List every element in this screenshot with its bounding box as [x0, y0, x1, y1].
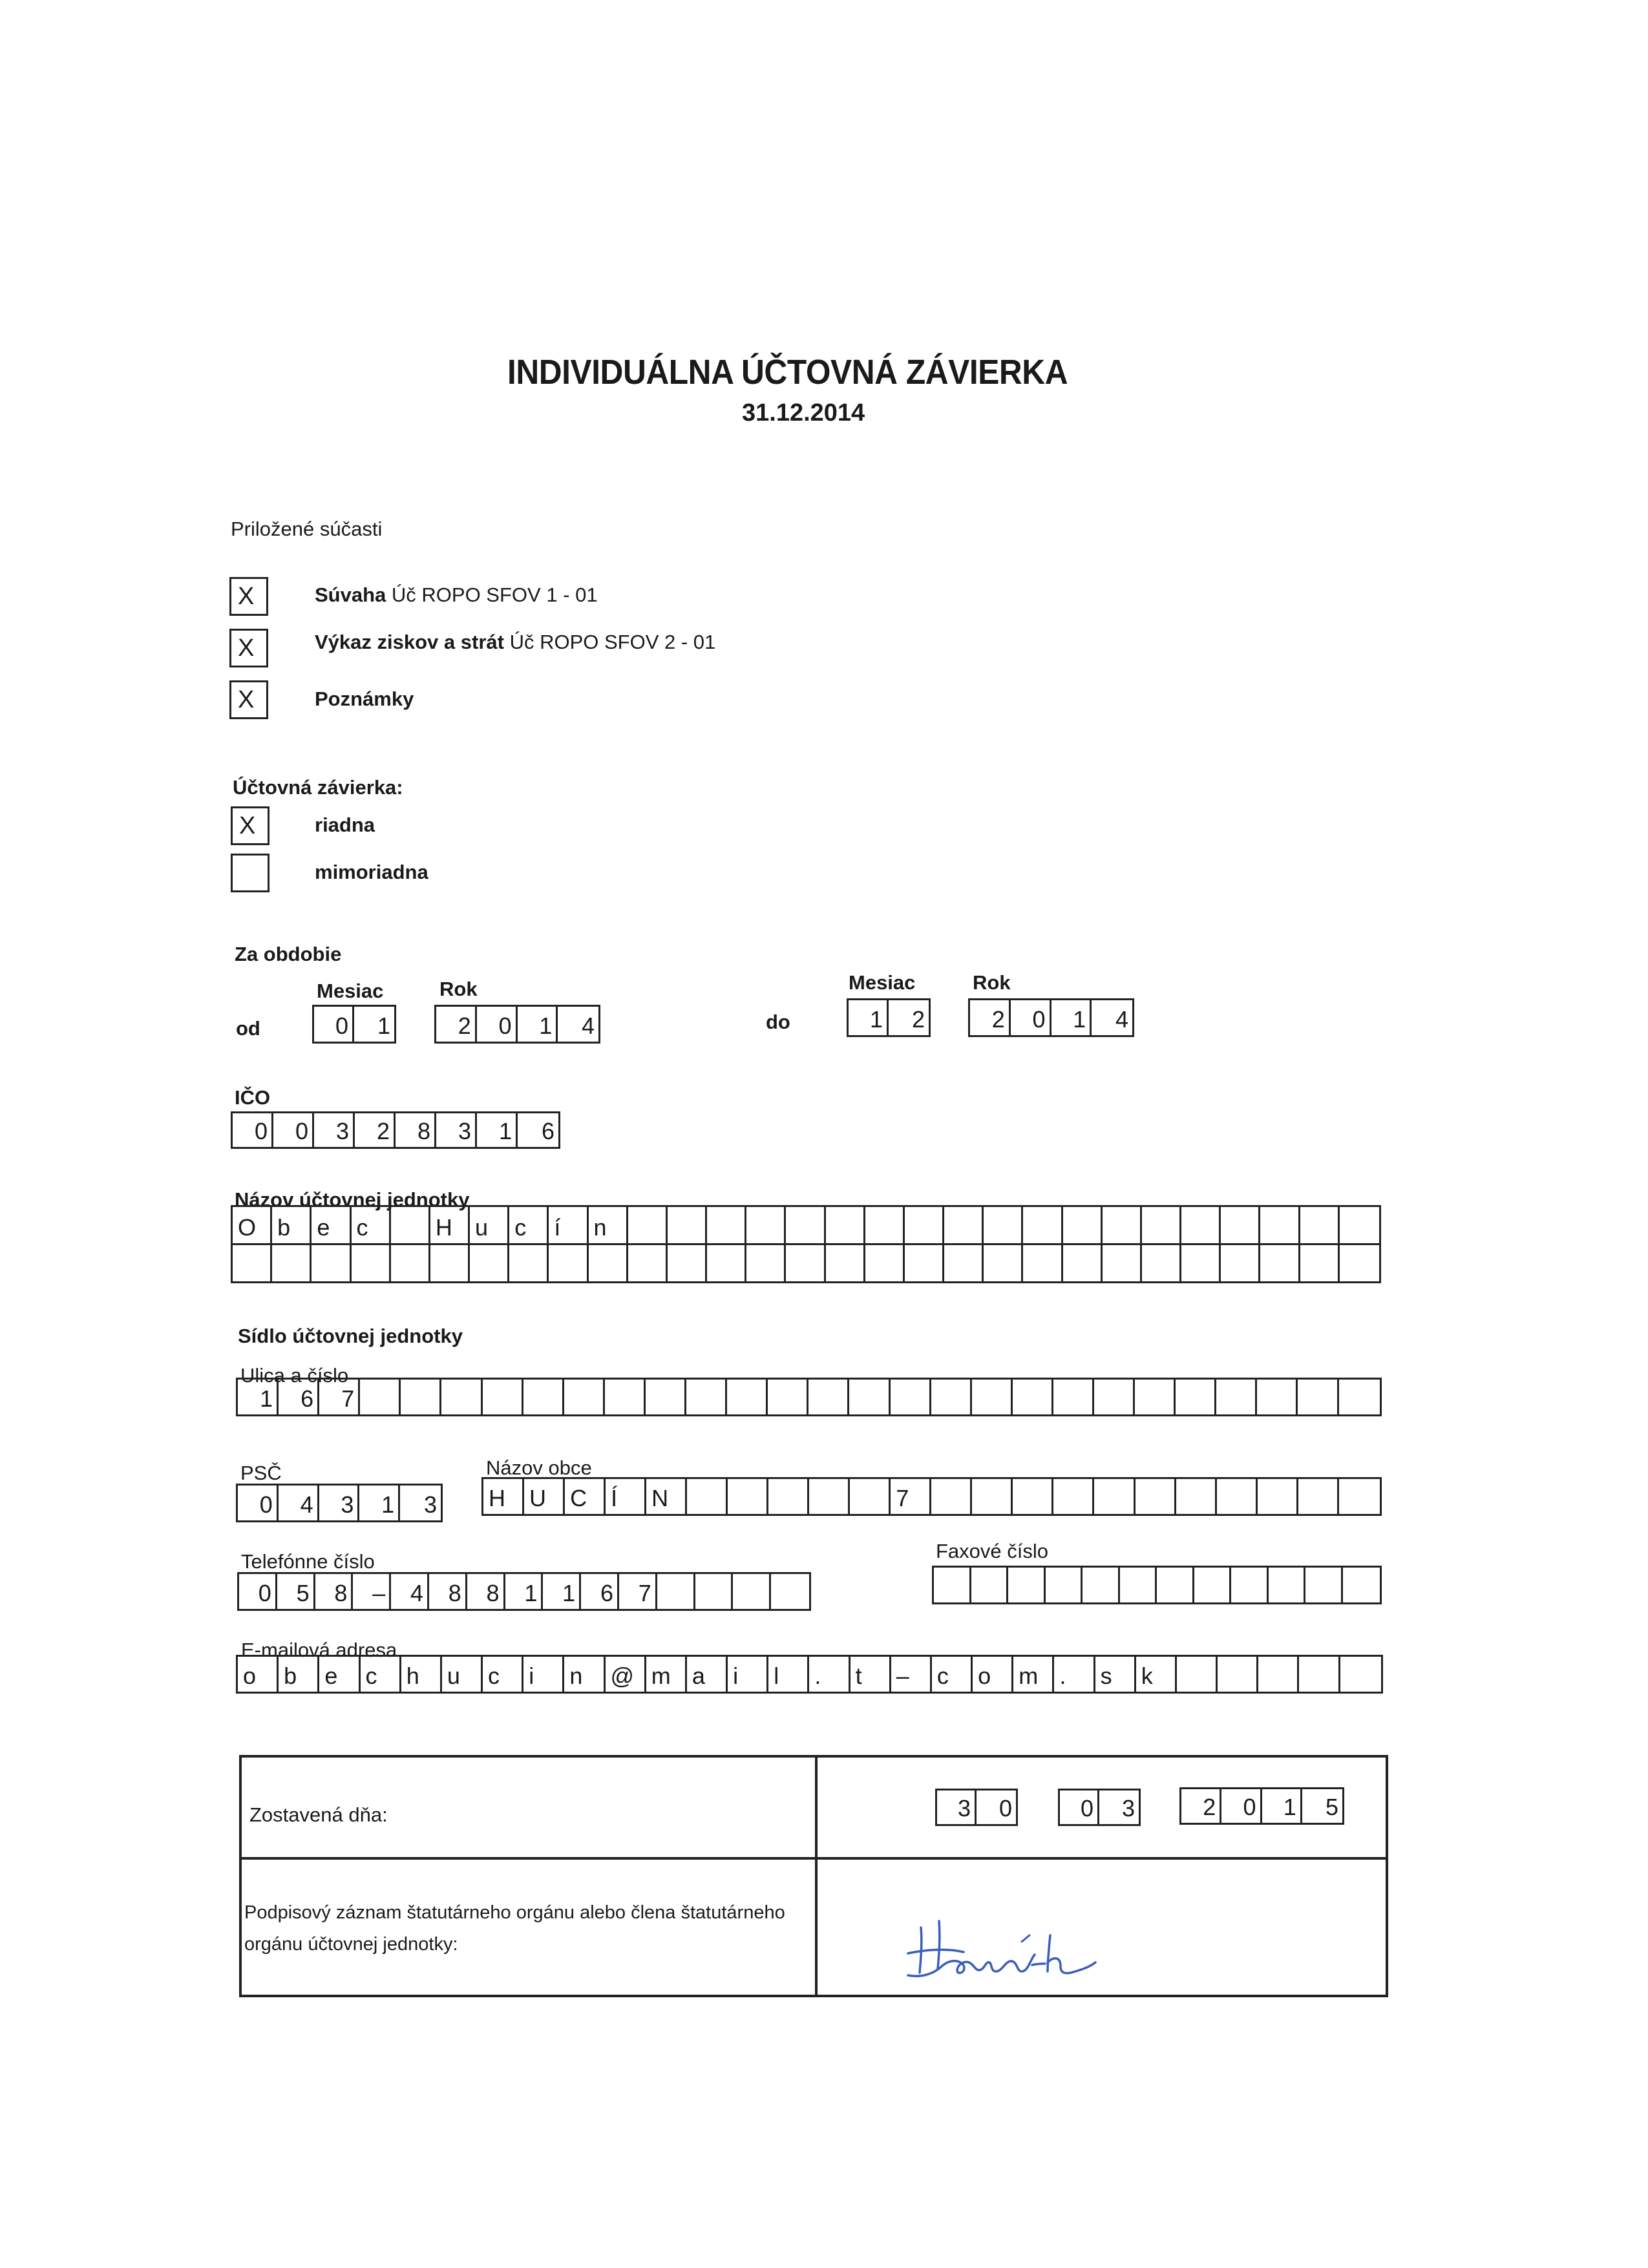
char-box[interactable]: [1176, 1380, 1216, 1414]
char-box[interactable]: H: [430, 1207, 470, 1243]
closing-option-mimoriadna: mimoriadna: [315, 861, 428, 883]
char-box[interactable]: [549, 1245, 588, 1281]
char-box[interactable]: o: [973, 1657, 1013, 1692]
char-box[interactable]: 1: [849, 1000, 889, 1035]
char-box[interactable]: [984, 1207, 1023, 1243]
phone-field[interactable]: [237, 1572, 811, 1611]
from-label: od: [236, 1017, 260, 1040]
char-box[interactable]: 1: [1051, 1000, 1092, 1035]
component-vykaz: [315, 632, 715, 652]
char-box[interactable]: [1157, 1568, 1194, 1602]
from-month-label: Mesiac: [317, 980, 384, 1002]
char-box[interactable]: [1340, 1207, 1379, 1243]
char-box[interactable]: 7: [891, 1479, 931, 1514]
char-box[interactable]: c: [352, 1207, 391, 1243]
char-box[interactable]: 2: [911, 1006, 925, 1033]
char-box[interactable]: [589, 1245, 628, 1281]
char-box[interactable]: [1023, 1207, 1062, 1243]
char-box[interactable]: c: [361, 1657, 401, 1692]
char-box[interactable]: b: [279, 1657, 319, 1692]
char-box[interactable]: t: [850, 1657, 891, 1692]
char-box[interactable]: 1: [505, 1574, 544, 1609]
char-box[interactable]: 0: [314, 1007, 354, 1042]
attached-label: Priložené súčasti: [231, 518, 383, 540]
char-box[interactable]: [1063, 1207, 1103, 1243]
char-box[interactable]: 8: [396, 1113, 436, 1147]
char-box[interactable]: [1008, 1568, 1046, 1602]
char-box[interactable]: [850, 1479, 891, 1514]
handwritten-signature: [902, 1916, 1108, 1987]
char-box[interactable]: [1217, 1479, 1258, 1514]
to-label: do: [766, 1011, 790, 1033]
period-label: Za obdobie: [235, 943, 342, 965]
char-box[interactable]: [272, 1245, 312, 1281]
char-box[interactable]: [1298, 1479, 1339, 1514]
char-box[interactable]: [1023, 1245, 1062, 1281]
char-box[interactable]: 5: [277, 1574, 315, 1609]
char-box[interactable]: 0: [273, 1113, 314, 1147]
char-box[interactable]: 0: [998, 1795, 1012, 1822]
from-year-field[interactable]: [434, 1005, 600, 1044]
char-box[interactable]: [1221, 1207, 1260, 1243]
char-box[interactable]: [509, 1245, 549, 1281]
char-box[interactable]: [1177, 1657, 1218, 1692]
char-box[interactable]: [523, 1380, 564, 1414]
char-box[interactable]: [1094, 1479, 1135, 1514]
to-year-label: Rok: [973, 971, 1011, 994]
compiled-label: Zostavená dňa:: [249, 1803, 388, 1826]
entity-name-label: Názov účtovnej jednotky: [235, 1188, 470, 1211]
to-month-field[interactable]: [847, 998, 931, 1037]
closing-checkbox-mimoriadna[interactable]: [231, 854, 269, 892]
char-box[interactable]: 6: [541, 1118, 555, 1144]
fax-field[interactable]: [932, 1566, 1382, 1604]
char-box[interactable]: 2: [355, 1113, 396, 1147]
char-box[interactable]: [849, 1380, 890, 1414]
char-box[interactable]: 6: [581, 1574, 619, 1609]
email-field[interactable]: [236, 1655, 1383, 1694]
char-box[interactable]: [430, 1245, 470, 1281]
char-box[interactable]: o: [238, 1657, 279, 1692]
char-box[interactable]: í: [549, 1207, 588, 1243]
signature-label-line1: Podpisový záznam štatutárneho orgánu alebo člena štatutárneho: [244, 1902, 785, 1923]
char-box[interactable]: [628, 1245, 668, 1281]
char-box[interactable]: [686, 1380, 727, 1414]
char-box[interactable]: [707, 1207, 746, 1243]
char-box[interactable]: [233, 1245, 272, 1281]
char-box[interactable]: 0: [477, 1007, 518, 1042]
char-box[interactable]: 3: [314, 1113, 355, 1147]
char-box[interactable]: [1340, 1245, 1379, 1281]
char-box[interactable]: [809, 1479, 850, 1514]
char-box[interactable]: [470, 1245, 509, 1281]
char-box[interactable]: [808, 1380, 849, 1414]
char-box[interactable]: [931, 1479, 972, 1514]
char-box[interactable]: [972, 1479, 1013, 1514]
char-box[interactable]: [972, 1380, 1013, 1414]
char-box[interactable]: @: [606, 1657, 646, 1692]
char-box[interactable]: 1: [543, 1574, 581, 1609]
char-box[interactable]: i: [728, 1657, 768, 1692]
char-box[interactable]: [905, 1207, 944, 1243]
component-checkbox-poznamky[interactable]: X: [229, 680, 268, 719]
char-box[interactable]: s: [1095, 1657, 1136, 1692]
char-box[interactable]: 5: [1325, 1794, 1338, 1820]
char-box[interactable]: [657, 1574, 695, 1609]
char-box[interactable]: 3: [423, 1491, 437, 1518]
char-box[interactable]: O: [233, 1207, 272, 1243]
from-month-field[interactable]: [312, 1005, 396, 1044]
char-box[interactable]: [1103, 1245, 1142, 1281]
char-box[interactable]: 1: [477, 1113, 518, 1147]
char-box[interactable]: [1013, 1380, 1053, 1414]
closing-label: Účtovná závierka:: [233, 776, 403, 799]
char-box[interactable]: [628, 1207, 668, 1243]
compiled-day-field[interactable]: [935, 1789, 1018, 1826]
char-box[interactable]: [1216, 1380, 1257, 1414]
char-box[interactable]: [1053, 1380, 1094, 1414]
char-box[interactable]: [891, 1380, 931, 1414]
char-box[interactable]: h: [401, 1657, 442, 1692]
char-box[interactable]: [1194, 1568, 1232, 1602]
component-name: Výkaz ziskov a strát: [315, 631, 504, 653]
char-box[interactable]: u: [442, 1657, 483, 1692]
char-box[interactable]: 0: [1060, 1790, 1099, 1824]
city-label: Názov obce: [486, 1456, 592, 1479]
char-box[interactable]: [931, 1380, 972, 1414]
char-box[interactable]: [733, 1574, 771, 1609]
report-date: 31.12.2014: [742, 399, 865, 426]
char-box[interactable]: k: [1136, 1657, 1177, 1692]
char-box[interactable]: [360, 1380, 401, 1414]
char-box[interactable]: 0: [1221, 1789, 1262, 1823]
char-box[interactable]: n: [589, 1207, 628, 1243]
char-box[interactable]: [1135, 1380, 1176, 1414]
psc-field[interactable]: [236, 1484, 443, 1522]
char-box[interactable]: [984, 1245, 1023, 1281]
block-divider-vertical: [815, 1758, 818, 1995]
char-box[interactable]: [1094, 1380, 1135, 1414]
char-box[interactable]: C: [565, 1479, 606, 1514]
component-code: Úč ROPO SFOV 1 - 01: [391, 583, 598, 606]
char-box[interactable]: 0: [233, 1113, 273, 1147]
entity-name-row2[interactable]: [231, 1243, 1381, 1283]
char-box[interactable]: [687, 1479, 728, 1514]
char-box[interactable]: [1339, 1479, 1380, 1514]
char-box[interactable]: [1340, 1657, 1381, 1692]
component-checkbox-vykaz[interactable]: X: [229, 629, 268, 667]
char-box[interactable]: 4: [279, 1486, 319, 1520]
street-label: Ulica a číslo: [240, 1364, 349, 1387]
char-box[interactable]: i: [523, 1657, 564, 1692]
char-box[interactable]: [1339, 1380, 1380, 1414]
char-box[interactable]: [1103, 1207, 1142, 1243]
char-box[interactable]: [934, 1568, 971, 1602]
char-box[interactable]: [1176, 1479, 1217, 1514]
char-box[interactable]: 1: [518, 1007, 558, 1042]
char-box[interactable]: –: [353, 1574, 391, 1609]
char-box[interactable]: [1300, 1207, 1340, 1243]
char-box[interactable]: 2: [436, 1007, 477, 1042]
char-box[interactable]: 2: [970, 1000, 1011, 1035]
char-box[interactable]: [1218, 1657, 1258, 1692]
char-box[interactable]: a: [687, 1657, 728, 1692]
char-box[interactable]: m: [646, 1657, 687, 1692]
char-box[interactable]: [746, 1207, 786, 1243]
char-box[interactable]: c: [932, 1657, 973, 1692]
char-box[interactable]: 4: [581, 1013, 595, 1039]
char-box[interactable]: 4: [391, 1574, 429, 1609]
char-box[interactable]: e: [312, 1207, 351, 1243]
char-box[interactable]: [1142, 1245, 1181, 1281]
char-box[interactable]: 2: [1181, 1789, 1221, 1823]
component-suvaha: [315, 585, 598, 605]
char-box[interactable]: H: [483, 1479, 524, 1514]
char-box[interactable]: [1120, 1568, 1157, 1602]
char-box[interactable]: [768, 1380, 808, 1414]
char-box[interactable]: [1083, 1568, 1120, 1602]
entity-name-row1[interactable]: [231, 1205, 1381, 1245]
char-box[interactable]: [905, 1245, 944, 1281]
char-box[interactable]: [727, 1380, 768, 1414]
char-box[interactable]: 1: [377, 1013, 390, 1039]
char-box[interactable]: [352, 1245, 391, 1281]
component-name: Súvaha: [315, 583, 386, 606]
char-box[interactable]: [1300, 1245, 1340, 1281]
char-box[interactable]: [728, 1479, 768, 1514]
char-box[interactable]: [1142, 1207, 1181, 1243]
char-box[interactable]: [1260, 1245, 1300, 1281]
char-box[interactable]: [312, 1245, 351, 1281]
char-box[interactable]: [826, 1207, 865, 1243]
closing-option-riadna: riadna: [315, 814, 375, 836]
char-box[interactable]: [1298, 1380, 1338, 1414]
char-box[interactable]: [1136, 1479, 1176, 1514]
char-box[interactable]: [391, 1245, 430, 1281]
char-box[interactable]: 3: [436, 1113, 477, 1147]
char-box[interactable]: 8: [429, 1574, 467, 1609]
char-box[interactable]: n: [564, 1657, 605, 1692]
char-box[interactable]: [768, 1479, 809, 1514]
char-box[interactable]: 0: [239, 1574, 277, 1609]
component-code: Úč ROPO SFOV 2 - 01: [509, 631, 716, 653]
char-box[interactable]: [944, 1207, 984, 1243]
char-box[interactable]: 8: [467, 1574, 505, 1609]
char-box[interactable]: [1260, 1207, 1300, 1243]
component-checkbox-suvaha[interactable]: X: [229, 577, 268, 616]
page-title: INDIVIDUÁLNA ÚČTOVNÁ ZÁVIERKA: [507, 353, 1068, 392]
char-box[interactable]: [1257, 1380, 1298, 1414]
char-box[interactable]: [668, 1245, 707, 1281]
char-box[interactable]: [391, 1207, 430, 1243]
char-box[interactable]: c: [483, 1657, 523, 1692]
char-box[interactable]: [1181, 1207, 1221, 1243]
char-box[interactable]: l: [768, 1657, 809, 1692]
closing-checkbox-riadna[interactable]: X: [231, 806, 269, 845]
char-box[interactable]: [564, 1380, 605, 1414]
char-box[interactable]: [1299, 1657, 1340, 1692]
char-box[interactable]: [401, 1380, 441, 1414]
char-box[interactable]: b: [272, 1207, 312, 1243]
char-box[interactable]: [1258, 1657, 1299, 1692]
char-box[interactable]: 3: [1121, 1795, 1135, 1822]
phone-label: Telefónne číslo: [241, 1550, 375, 1573]
to-year-field[interactable]: [968, 998, 1134, 1037]
char-box[interactable]: 0: [1011, 1000, 1051, 1035]
char-box[interactable]: 1: [1262, 1789, 1302, 1823]
char-box[interactable]: [1305, 1568, 1343, 1602]
char-box[interactable]: [865, 1207, 905, 1243]
ico-label: IČO: [235, 1086, 271, 1109]
email-label: E-mailová adresa: [241, 1639, 397, 1661]
char-box[interactable]: U: [524, 1479, 565, 1514]
street-field[interactable]: [236, 1378, 1382, 1416]
char-box[interactable]: 1: [238, 1380, 279, 1414]
char-box[interactable]: [605, 1380, 646, 1414]
char-box[interactable]: [1046, 1568, 1083, 1602]
city-field[interactable]: [481, 1477, 1382, 1516]
char-box[interactable]: [1053, 1479, 1094, 1514]
compiled-month-field[interactable]: [1058, 1789, 1141, 1826]
char-box[interactable]: 3: [937, 1790, 977, 1824]
char-box[interactable]: [483, 1380, 523, 1414]
compiled-year-field[interactable]: [1179, 1787, 1344, 1825]
ico-field[interactable]: [231, 1111, 560, 1149]
char-box[interactable]: u: [470, 1207, 509, 1243]
char-box[interactable]: [1231, 1568, 1269, 1602]
char-box[interactable]: Í: [606, 1479, 646, 1514]
char-box[interactable]: [786, 1245, 825, 1281]
seat-label: Sídlo účtovnej jednotky: [238, 1325, 463, 1347]
char-box[interactable]: [695, 1574, 734, 1609]
char-box[interactable]: [746, 1245, 786, 1281]
char-box[interactable]: e: [319, 1657, 360, 1692]
char-box[interactable]: [771, 1574, 809, 1609]
to-month-label: Mesiac: [849, 971, 916, 994]
signature-label-line2: orgánu účtovnej jednotky:: [244, 1934, 458, 1955]
char-box[interactable]: 8: [315, 1574, 354, 1609]
block-divider-horizontal: [242, 1857, 1386, 1860]
char-box[interactable]: 7: [619, 1574, 657, 1609]
component-poznamky: Poznámky: [315, 688, 414, 710]
char-box[interactable]: [441, 1380, 482, 1414]
char-box[interactable]: [646, 1380, 686, 1414]
char-box[interactable]: [865, 1245, 905, 1281]
char-box[interactable]: .: [1054, 1657, 1095, 1692]
char-box[interactable]: [1221, 1245, 1260, 1281]
char-box[interactable]: [1258, 1479, 1298, 1514]
char-box[interactable]: 4: [1115, 1006, 1128, 1033]
psc-label: PSČ: [240, 1462, 282, 1484]
char-box[interactable]: [944, 1245, 984, 1281]
char-box[interactable]: –: [891, 1657, 932, 1692]
char-box[interactable]: c: [509, 1207, 549, 1243]
char-box[interactable]: 1: [359, 1486, 400, 1520]
char-box[interactable]: [668, 1207, 707, 1243]
char-box[interactable]: [786, 1207, 825, 1243]
char-box[interactable]: [1013, 1479, 1053, 1514]
char-box[interactable]: [1343, 1568, 1380, 1602]
char-box[interactable]: [826, 1245, 865, 1281]
char-box[interactable]: 3: [319, 1486, 360, 1520]
char-box[interactable]: 0: [238, 1486, 279, 1520]
char-box[interactable]: [1269, 1568, 1306, 1602]
char-box[interactable]: [1063, 1245, 1103, 1281]
char-box[interactable]: 7: [319, 1380, 360, 1414]
fax-label: Faxové číslo: [936, 1540, 1049, 1562]
char-box[interactable]: 6: [279, 1380, 319, 1414]
char-box[interactable]: m: [1013, 1657, 1054, 1692]
char-box[interactable]: N: [646, 1479, 687, 1514]
char-box[interactable]: [1181, 1245, 1221, 1281]
char-box[interactable]: .: [809, 1657, 850, 1692]
char-box[interactable]: [707, 1245, 746, 1281]
from-year-label: Rok: [439, 978, 478, 1000]
char-box[interactable]: [971, 1568, 1009, 1602]
